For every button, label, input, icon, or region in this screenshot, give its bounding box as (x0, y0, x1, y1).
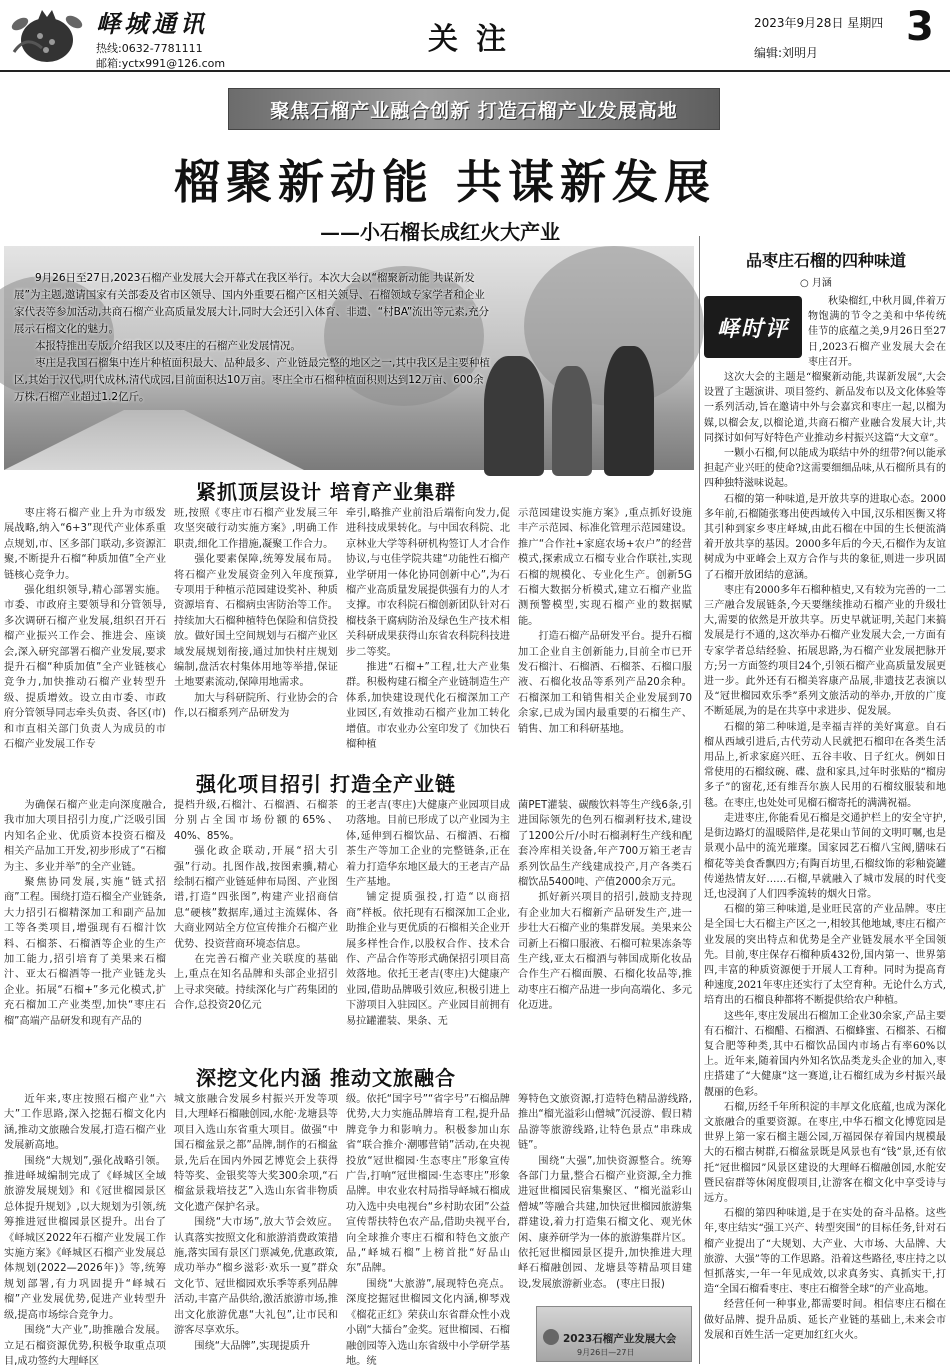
page-date: 2023年9月28日 星期四 (754, 16, 884, 30)
photo-person (552, 366, 592, 476)
opinion-paragraph: 石榴的第四种味道,是于在实处的奋斗品格。这些年,枣庄结实“强工兴产、转型突围”的目标任务,针对石榴产业提出了“大规划、大产业、大市场、大品牌、大旅游、大强”等的工作思路。沿着这些路径,枣庄持之以恒抓落实,一年一年见成效,以求真务实、真抓实干,打造“全国石榴看枣庄、枣庄石榴誉全球”的产业高地。 (704, 1208, 946, 1296)
page-number: 3 (906, 4, 934, 50)
article-column (174, 798, 338, 1050)
article-column (174, 506, 338, 744)
article-paragraph: 抓好新兴项目的招引,鼓励支持现有企业加大石榴新产品研发生产,进一步壮大石榴产业的集群发展。美果来公司新上石榴口服液、石榴可粒果冻条等生产线,亚太石榴酒与韩国成斯化妆品合作生产石榴面膜、石榴化妆品等,推动枣庄石榴产品进一步向高端化、多元化迈进。 (518, 892, 692, 1012)
opinion-paragraph: 石榴的第二种味道,是幸福吉祥的美好寓意。自石榴从西域引进后,古代劳动人民就把石榴印在各类生活用品上,祈求家庭兴旺、五谷丰收、日子红火。例如日常使用的石榴纹碗、碟、盘和家具,过年时张贴的“榴房多子”的窗花,还有维吾尔族人民用的石榴纹服装和地毯。在枣庄,也处处可见榴石榴寄托的满满祝福。 (704, 721, 946, 809)
article-paragraph: 强化组织领导,精心部署实施。市委、市政府主要领导和分管领导,多次调研石榴产业发展,组织召开石榴产业振兴工作会、推进会、座谈会,深入研究部署石榴产业发展,要求提升石榴“种质加值”全产业链核心竞争力,加快推动石榴产业转型升级、提质增效。设立由市委、市政府分管领导同志牵头负责、各区(市)和市直相关部门负责人为成员的市石榴产业发展工作专 (4, 585, 166, 751)
article-column (4, 506, 166, 751)
column-divider (699, 236, 700, 1364)
article-paragraph: 铺定提质强投,打造“以商招商”样板。依托现有石榴深加工企业,助推企业与更优质的石榴相关企业开展多样性合作,以股权合作、技术合作、产品合作等形式确保招引项目高效落地。依托王老吉(枣庄)大健康产业园,借助品牌吸引效应,积极引进上下游项目入驻园区。产业园目前拥有易拉罐灌装、果条、无 (346, 892, 510, 1027)
article-paragraph: 围绕“大品牌”,实现提质升 (194, 1340, 311, 1352)
lead-text (14, 270, 494, 406)
opinion-paragraph: 枣庄有2000多年石榴种植史,又有较为完善的一二三产融合发展链条,今天要继续推动石榴产业的升级壮大,需要的依然是开放共享。历史早就证明,关起门来搞发展是行不通的,这次举办石榴产业发展大会,一方面有专家学者总结经验、拓展思路,为石榴产业发展把脉开方;另一方面签约项目24个,引领石榴产业高质量发展更进一步。此外还有石榴美容康产品展,非遗技艺表演以及“冠世榴园欢乐季”系列文旅活动的举办,开放的广度不断延展,为的是在共享中求进步、促发展。 (704, 584, 946, 718)
article-paragraph: 推进“石榴+”工程,壮大产业集群。积极构建石榴全产业链制造生产体系,加快建设现代化石榴深加工产业园区,有效推动石榴产业加工转化增值。市农业办公室印发了《加快石榴种植 (346, 662, 510, 751)
section-heading: 深挖文化内涵 推动文旅融合 (196, 1066, 456, 1090)
opinion-body (704, 370, 946, 1364)
article-paragraph: 加大与科研院所、行业协会的合作,以石榴系列产品研发为 (174, 692, 338, 720)
article-paragraph: 强化政企联动,开展“招大引强”行动。扎图作战,按图索骥,精心绘制石榴产业链延伸布局图、产业图谱,打造“四张图”,构建产业招商信息“硬核”数据库,通过主流媒体、各大商业网站全方位宣传推介石榴产业优势、投资营商环境态信息。 (174, 846, 338, 950)
article-column (4, 1092, 166, 1367)
article-paragraph: 城文旅融合发展乡村振兴开发等项目,大理峄石榴融创园,水舵·龙塘县等项目入选山东省重大项目。做强“中国石榴盆景之都”品牌,制作的石榴盆景,先后在国内外园艺博览会上获得特等奖、金银奖等大奖300余项,“石榴盆景栽培技艺”入选山东省非物质文化遗产保护名录。 (174, 1094, 338, 1213)
lead-paragraph: 枣庄是我国石榴集中连片种植面积最大、品种最多、产业链最完整的地区之一,其中我区是主要种植区,其始于汉代,明代成林,清代成园,目前面积达10万亩。枣庄全市石榴种植面积则达到12万亩、600余万株,石榴产业超过1.2亿斤。 (14, 357, 490, 403)
section-title: 关注 (428, 22, 524, 57)
photo-road (4, 410, 304, 470)
theme-banner-text: 聚焦石榴产业融合创新 打造石榴产业发展高地 (270, 99, 678, 122)
section-heading: 紧抓顶层设计 培育产业集群 (196, 480, 456, 504)
opinion-paragraph: 这次大会的主题是“榴聚新动能,共谋新发展”,大会设置了主题演讲、项目签约、新品发布以及文化体验等一系列活动,旨在邀请中外与会嘉宾和枣庄一起,以榴为媒,以榴会友,以榴论道,共商石榴产业融合发展大计,共同探讨如何写好特色产业推动乡村振兴这篇“大文章”。 (704, 372, 946, 444)
expo-card-subtitle: 9月26日—27日 (577, 1348, 635, 1357)
pomegranate-logo-icon (8, 4, 86, 66)
contact-email: 邮箱:yctx991@126.com (96, 57, 226, 70)
opinion-title: 品枣庄石榴的四种味道 (745, 251, 906, 270)
article-paragraph: 围绕“大规划”,强化战略引领。推进峄城编制完成了《峄城区全域旅游发展规划》和《冠世榴园景区总体提升规划》,以大规划为引领,统筹推进冠世榴园景区提升。出台了《峄城区2022年石榴产业发展工作实施方案》《峄城区石榴产业发展总体规划(2022—2026年)》等,统筹规划部署,有力巩固提升“峄城石榴”产业发展优势,促进产业转型升级,提高市场综合竞争力。 (4, 1155, 166, 1321)
opinion-byline: ○ 月涵 (800, 278, 832, 289)
photo-person (604, 346, 654, 476)
main-headline: 榴聚新动能 共谋新发展 (173, 155, 716, 209)
article-paragraph: 菌PET灌装、碳酸饮料等生产线6条,引进国际领先的色列石榴剥籽技术,建设了1200公斤/小时石榴剥籽生产线和配套冷库相关设备,年产700万箱王老吉系列饮品生产线建成投产,月产各类石榴饮品5400吨、产值2000余万元。 (518, 800, 692, 889)
article-column (518, 1092, 692, 1300)
opinion-logo (704, 296, 802, 358)
opinion-paragraph: 石榴的第一种味道,是开放共享的进取心态。2000多年前,石榴随张骞出使西域传入中国,汉乐相医衡又将其引种到家乡枣庄峄城,由此石榴在中国的生长便流淌着开放共享的基因。2000多年后的今天,石榴作为友谊树成为中亚峰会上双方合作与共的象征,则进一步巩固了石榴开放团结的意涵。 (704, 493, 946, 581)
article-paragraph: 为确保石榴产业走向深度融合,我市加大项目招引力度,广泛吸引国内知名企业、优质资本投资石榴及相关产品加工开发,初步形成了“石榴为主、多业并举”的全产业链。 (4, 800, 166, 873)
opinion-paragraph: 石榴的第三种味道,是业旺民富的产业品牌。枣庄是全国七大石榴主产区之一,相较其他地域,枣庄石榴产业发展的突出特点和优势是全产业链发展水平全国领先。目前,枣庄保存石榴种质432份,国内第一、世界第四,丰富的种质资源便于开展人工育种。同时为提高育种速度,2021年枣庄还实行了太空育种。无论什么方式,培育出的石榴良种都将不断提供给农户种植。 (704, 904, 946, 1007)
article-paragraph: 班,按照《枣庄市石榴产业发展三年攻坚突破行动实施方案》,明确工作职责,细化工作措施,凝聚工作合力。 (174, 508, 338, 550)
article-paragraph: 的王老吉(枣庄)大健康产业园项目成功落地。目前已形成了以产业园为主体,延伸到石榴饮品、石榴酒、石榴茶生产等加工企业的完整链条,正在着力打造华东地区最大的王老吉产品生产基地。 (346, 800, 510, 889)
article-paragraph: 示范园建设实施方案》,重点抓好设施丰产示范园、标准化管理示范园建设。推广“合作社+家庭农场+农户”的经营模式,探索成立石榴专业合作联社,实现石榴的规模化、专业化生产。创新5G石榴大数据分析模式,建立石榴产业监测预警模型,实现石榴产业的数据赋能。 (518, 508, 692, 627)
article-paragraph: 在完善石榴产业关联度的基础上,重点在知名品牌和头部企业招引上寻求突破。持续深化与广药集团的合作,总投资20亿元 (174, 954, 338, 1012)
theme-banner (228, 88, 720, 130)
main-subheadline: ——小石榴长成红火大产业 (320, 220, 560, 244)
article-column (174, 1092, 338, 1364)
opinion-paragraph: 石榴,历经千年所积淀的丰厚文化底蕴,也成为深化文旅融合的重要资源。在枣庄,中华石榴文化博览园是世界上第一家石榴主题公园,万福园保存着国内规模最大的石榴古树群,石榴盆景既是风景也有“钱”景,还有依托“冠世榴园”风景区建设的大理峄石榴融创园,水舵安暨民宿群等休闲度假项目,让游客在榴文化中享受诗与远方。 (704, 1101, 946, 1204)
article-paragraph: 打造石榴产品研发平台。提升石榴加工企业自主创新能力,目前全市已开发石榴汁、石榴酒、石榴茶、石榴口服液、石榴化妆品等系列产品20余种。石榴深加工和销售相关企业发展到70余家,已成为国内最重要的石榴生产、销售、加工和科研基地。 (518, 631, 692, 735)
expo-card-title: 2023石榴产业发展大会 (563, 1333, 677, 1345)
paper-name: 峄城通讯 (96, 9, 208, 38)
opinion-lead: 秋染榴红,中秋月圆,伴着万物饱满的节令之美和中华传统佳节的底蕴之美,9月26日至27日,2023石榴产业发展大会在枣庄召开。 (808, 296, 946, 368)
article-column (346, 798, 510, 1050)
opinion-paragraph: 走进枣庄,你能看见石榴是交通护栏上的安全守护,是街边路灯的温暖陪伴,是花果山节间的文明叮嘱,也是景观小品中的流光璀璨。国家园艺石榴八宝阀,膳味石榴花等美食香飘四方;有陶百坊里,石榴纹饰的彩釉瓷罐传递热情友好……石榴,早就融入了城市发展的时代变迁,也浸润了人们四季流转的烟火日常。 (704, 812, 946, 900)
article-column (4, 798, 166, 1050)
page-editor: 编辑:刘明月 (754, 46, 819, 60)
article-paragraph: 枣庄将石榴产业上升为市级发展战略,纳入“6+3”现代产业体系重点规划,市、区多部门联动,多资源汇聚,不断提升石榴“种质加值”全产业链核心竞争力。 (4, 508, 166, 581)
article-paragraph: 近年来,枣庄按照石榴产业“六大”工作思路,深入挖掘石榴文化内涵,推动文旅融合发展,打造石榴产业发展新高地。 (4, 1094, 166, 1152)
article-column (518, 506, 692, 744)
opinion-logo-text: 峄时评 (716, 315, 789, 342)
article-paragraph: 强化要素保障,统筹发展布局。将石榴产业发展资金列入年度预算,专项用于种植示范园建设奖补、种质资源培育、石榴病虫害防治等工作。持续加大石榴种植特色保险和信贷投放。做好国土空间规划与石榴产业区域发展规划衔接,通过加快村庄规划编制,盘活农村集体用地等举措,保证土地要素流动,保障用地需求。 (174, 554, 338, 689)
expo-card (536, 1306, 692, 1362)
lead-paragraph: 本报特推出专版,介绍我区以及枣庄的石榴产业发展情况。 (35, 340, 301, 352)
article-paragraph: 聚焦协同发展,实施“链式招商”工程。围绕打造石榴全产业链条,大力招引石榴精深加工和副产品加工等各类项目,增强现有石榴汁饮料、石榴茶、石榴酒等企业的生产加工能力,招引培育了美果来石榴汁、亚太石榴酒等一批产业链龙头企业。拓展“石榴+”多元化模式,扩充石榴加工产业类型,加快“枣庄石榴”高端产品研发和现有产品的 (4, 877, 166, 1027)
opinion-paragraph: 经营任何一种事业,都需要时间。相信枣庄石榴在做好品牌、提升品质、延长产业链的基础上,未来会市发展和百姓生活一定更加红红火火。 (704, 1299, 946, 1341)
masthead (0, 0, 950, 72)
lead-photo (4, 246, 694, 470)
article-paragraph: 提档升级,石榴汁、石榴酒、石榴茶分别占全国市场份额的65%、40%、85%。 (174, 800, 338, 842)
article-paragraph: 级。依托“国字号”“省字号”石榴品牌优势,大力实施品牌培育工程,提升品牌竞争力和影响力。积极参加山东省“联合推介·潮哪营销”活动,在央视投放“冠世榴园·生态枣庄”形象宣传广告,打响“冠世榴园·生态枣庄”形象品牌。申农业农村局指导峄城石榴成功入选中央电视台“乡村助农团”公益宣传帮扶特色农产品,借助央视平台,向全球推介枣庄石榴和特色文旅产品,“峄城石榴”上榜首批“好品山东”品牌。 (346, 1094, 510, 1275)
article-paragraph: 牵引,略推产业前沿后端衔向发力,促进科技成果转化。与中国农科院、北京林业大学等科研机构签订人才合作协议,与屯佳学院共建“功能性石榴产业学研用一体化协同创新中心”,为石榴产业高质量发展提供强有力的人才支撑。市农科院石榴创新团队针对石榴枝条干腐病防治及绿色生产技术相关科研成果获得山东省农科院科技进步二等奖。 (346, 508, 510, 658)
contact-phone: 热线:0632-7781111 (96, 42, 203, 55)
article-paragraph: 围绕“大旅游”,展现特色亮点。深度挖掘冠世榴园文化内涵,柳琴戏《榴花正红》荣获山东省群众性小戏小剧“大擂台”金奖。冠世榴园、石榴融创园等入选山东省级中小学研学基地。统 (346, 1278, 510, 1367)
article-column (346, 1092, 510, 1367)
article-paragraph: 围绕“大市场”,放大节会效应。认真落实按照文化和旅游消费政策措施,落实国有景区门票减免,优惠政策,成功举办“榴乡滋彩·欢乐一夏”群众文化节、冠世榴园欢乐季等系列品牌活动,丰富产品供给,激活旅游市场,推出文化旅游优惠“大礼包”,让市民和游客尽享欢乐。 (174, 1217, 338, 1337)
article-column (518, 798, 692, 1050)
opinion-paragraph: 一颗小石榴,何以能成为联结中外的纽带?何以能承担起产业兴旺的使命?这需要细细品味,从石榴所具有的四种独特滋味说起。 (704, 448, 946, 490)
opinion-paragraph: 这些年,枣庄发展出石榴加工企业30余家,产品主要有石榴汁、石榴醋、石榴酒、石榴蜂蜜、石榴茶、石榴复合肥等种类,其中石榴饮品国内市场占有率60%以上。近年来,随着国内外知名饮品类龙头企业的加入,枣庄搭建了“大健康”这一赛道,让石榴红成为乡村振兴最靓丽的色彩。 (704, 1010, 946, 1098)
expo-logo-icon (543, 1329, 559, 1345)
article-paragraph: 围绕“大产业”,助推融合发展。立足石榴资源优势,积极争取重点项目,成功签约大理峄区 (4, 1325, 166, 1367)
article-paragraph: 围绕“大强”,加快资源整合。统筹各部门力量,整合石榴产业资源,全力推进冠世榴园民宿集聚区、“榴光溢彩山僧城”等融合共建,加快冠世榴园旅游集群建设,着力打造集石榴文化、观光休闲、康养研学为一体的旅游集群片区。依托冠世榴园景区提升,加快推进大理峄石榴融创园、龙塘县等精品项目建设,发展旅游新业态。 (枣庄日报) (518, 1155, 692, 1290)
section-heading: 强化项目招引 打造全产业链 (196, 772, 456, 796)
lead-paragraph: 9月26日至27日,2023石榴产业发展大会开幕式在我区举行。本次大会以“榴聚新动能 共谋新发展”为主题,邀请国家有关部委及省市区领导、国内外重要石榴产区相关领导、石榴领域专家学者和企业家代表等参加活动,共商石榴产业高质量发展大计,同时大会还引入体育、非遗、“村BA”流出等元素,充分展示石榴文化的魅力。 (14, 272, 489, 335)
article-paragraph: 筹特色文旅资源,打造特色精品游线路,推出“榴光溢彩山僧城”沉浸游、假日精品游等旅游线路,让特色景点“串珠成链”。 (518, 1094, 692, 1152)
article-column (346, 506, 510, 751)
